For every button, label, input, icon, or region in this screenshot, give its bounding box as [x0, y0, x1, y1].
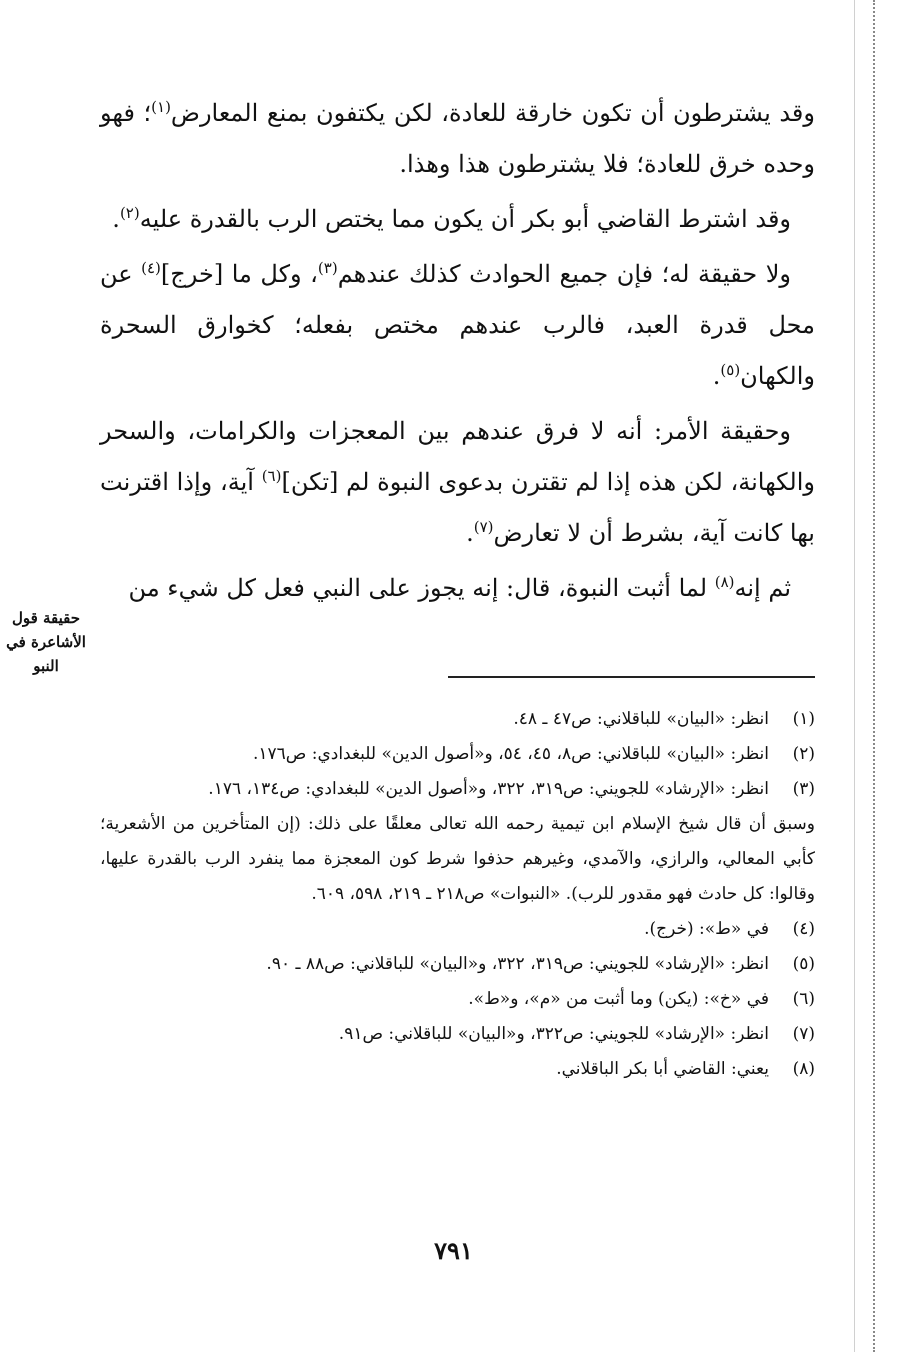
footnote-5 [100, 947, 815, 982]
paragraph-4-end: . [466, 519, 474, 547]
footnote-text: في «ط»: (خرج). [644, 919, 769, 939]
footnote-3-continuation: وسبق أن قال شيخ الإسلام ابن تيمية رحمه الله تعالى معلقًا على ذلك: (إن المتأخرين من الأشعرية؛ كأبي المعالي، والرازي، والآمدي، وغيرهم حذفوا شرط كون المعجزة مما ينفرد الرب بالقدرة عليها، وقالوا: كل حادث فهو مقدور للرب). «النبوات» ص٢١٨ ـ ٢١٩، ٥٩٨، ٦٠٩. [100, 814, 815, 904]
footnote-3 [100, 772, 815, 807]
footnote-text: انظر: «الإرشاد» للجويني: ص٣١٩، ٣٢٢، و«البيان» للباقلاني: ص٨٨ ـ ٩٠. [266, 954, 769, 974]
paragraph-2 [100, 194, 815, 245]
footnote-number: (٨) [792, 1059, 815, 1079]
paragraph-3-text-a: ولا حقيقة له؛ فإن جميع الحوادث كذلك عندهم [337, 260, 792, 288]
paragraph-1-end: ؛ فهو وحده خرق للعادة؛ فلا يشترطون هذا وهذا. [100, 99, 815, 178]
footnote-text: انظر: «البيان» للباقلاني: ص٤٧ ـ ٤٨. [513, 709, 769, 729]
footnote-2 [100, 737, 815, 772]
footnote-ref-6[interactable]: (٦) [261, 467, 282, 485]
main-text [100, 88, 815, 618]
footnote-ref-5[interactable]: (٥) [720, 361, 741, 379]
footnote-4 [100, 912, 815, 947]
footnote-text: في «خ»: (يكن) وما أثبت من «م»، و«ط». [468, 989, 769, 1009]
footnote-ref-2[interactable]: (٢) [119, 204, 140, 222]
footnote-8 [100, 1052, 815, 1087]
footnote-number: (٣) [792, 779, 815, 799]
margin-heading-line-1: حقيقة قول [11, 609, 81, 627]
paragraph-3-text-b: ، وكل ما [خرج] [160, 260, 318, 288]
footnote-number: (١) [792, 709, 815, 729]
footnote-text: انظر: «الإرشاد» للجويني: ص٣٢٢، و«البيان» للباقلاني: ص٩١. [338, 1024, 769, 1044]
footnotes [100, 702, 815, 1087]
footnote-text: انظر: «البيان» للباقلاني: ص٨، ٤٥، ٥٤، و«أصول الدين» للبغدادي: ص١٧٦. [252, 744, 769, 764]
footnote-1 [100, 702, 815, 737]
margin-heading-line-2: الأشاعرة في النبو [6, 633, 86, 675]
footnote-ref-4[interactable]: (٤) [141, 259, 161, 277]
paragraph-4-text-b: آية، وإذا اقترنت بها كانت آية، بشرط أن لا تعارض [100, 468, 815, 547]
paragraph-4 [100, 406, 815, 559]
footnote-number: (٦) [792, 989, 815, 1009]
footnote-ref-8[interactable]: (٨) [714, 573, 735, 591]
footnote-separator [448, 676, 815, 678]
footnote-number: (٥) [792, 954, 815, 974]
paragraph-2-end: . [112, 205, 120, 233]
footnote-ref-1[interactable]: (١) [151, 98, 171, 116]
footnote-number: (٤) [792, 919, 815, 939]
page-number: ٧٩١ [434, 1236, 473, 1265]
paragraph-1-text: وقد يشترطون أن تكون خارقة للعادة، لكن يكتفون بمنع المعارض [170, 99, 815, 127]
margin-heading [0, 606, 92, 678]
paragraph-5-text-a: ثم إنه [734, 574, 791, 602]
page-edge-line [854, 0, 855, 1352]
paragraph-3-text-c: عن محل قدرة العبد، فالرب عندهم مختص بفعله؛ كخوارق السحرة والكهان [100, 260, 815, 390]
footnote-7 [100, 1017, 815, 1052]
footnote-ref-7[interactable]: (٧) [473, 518, 494, 536]
footnote-number: (٧) [792, 1024, 815, 1044]
footnote-ref-3[interactable]: (٣) [317, 259, 338, 277]
footnote-text: انظر: «الإرشاد» للجويني: ص٣١٩، ٣٢٢، و«أصول الدين» للبغدادي: ص١٣٤، ١٧٦. [208, 779, 769, 799]
paragraph-5 [100, 563, 815, 614]
footnote-6 [100, 982, 815, 1017]
paragraph-5-text-b: لما أثبت النبوة، قال: إنه يجوز على النبي فعل كل شيء من [128, 574, 715, 602]
paragraph-2-text: وقد اشترط القاضي أبو بكر أن يكون مما يختص الرب بالقدرة عليه [139, 205, 791, 233]
page-edge-dots [873, 0, 875, 1352]
paragraph-3 [100, 249, 815, 402]
paragraph-4-text-a: وحقيقة الأمر: أنه لا فرق عندهم بين المعجزات والكرامات، والسحر والكهانة، لكن هذه إذا لم تقترن بدعوى النبوة لم [تكن] [100, 417, 815, 496]
footnote-number: (٢) [792, 744, 815, 764]
paragraph-1 [100, 88, 815, 190]
paragraph-3-end: . [712, 362, 721, 390]
footnote-text: يعني: القاضي أبا بكر الباقلاني. [556, 1059, 769, 1079]
